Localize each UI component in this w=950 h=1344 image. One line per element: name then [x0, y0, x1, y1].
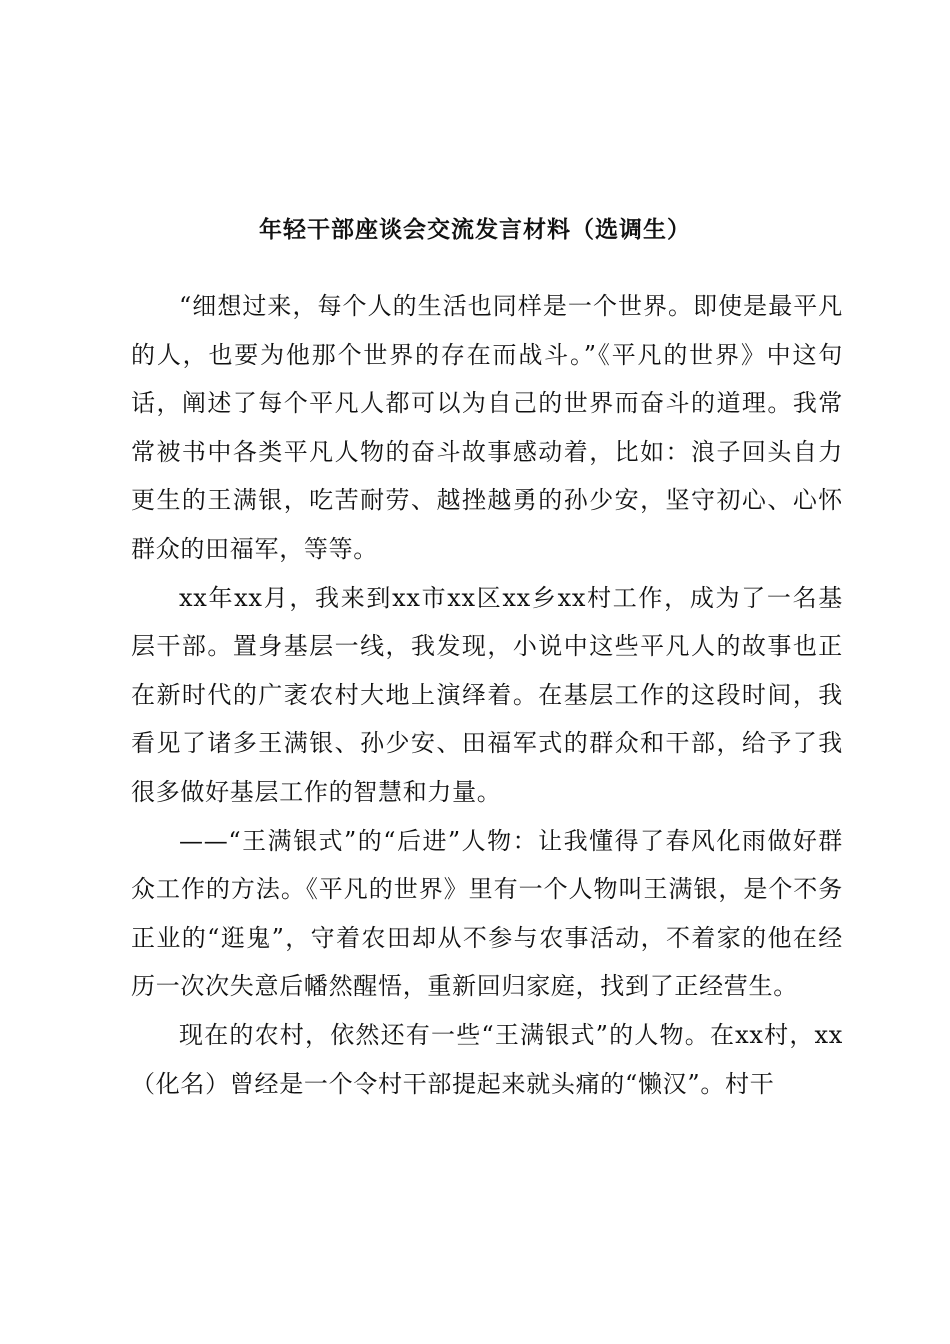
paragraph-3: ——“王满银式”的“后进”人物：让我懂得了春风化雨做好群众工作的方法。《平凡的世界》里有一个人物叫王满银，是个不务正业的“逛鬼”，守着农田却从不参与农事活动，不着家的他在经历一次次失意后幡然醒悟，重新回归家庭，找到了正经营生。: [131, 826, 843, 1001]
paragraph-4: 现在的农村，依然还有一些“王满银式”的人物。在xx村，xx（化名）曾经是一个令村干部提起来就头痛的“懒汉”。村干: [131, 1020, 843, 1098]
paragraph-1: “细想过来，每个人的生活也同样是一个世界。即使是最平凡的人，也要为他那个世界的存在而战斗。”《平凡的世界》中这句话，阐述了每个平凡人都可以为自己的世界而奋斗的道理。我常常被书中各类平凡人物的奋斗故事感动着，比如：浪子回头自力更生的王满银，吃苦耐劳、越挫越勇的孙少安，坚守初心、心怀群众的田福军，等等。: [131, 292, 843, 563]
document-title: 年轻干部座谈会交流发言材料（选调生）: [259, 216, 691, 243]
document-body: [131, 282, 843, 1108]
paragraph-2: xx年xx月，我来到xx市xx区xx乡xx村工作，成为了一名基层干部。置身基层一线，我发现，小说中这些平凡人的故事也正在新时代的广袤农村大地上演绎着。在基层工作的这段时间，我看见了诸多王满银、孙少安、田福军式的群众和干部，给予了我很多做好基层工作的智慧和力量。: [131, 583, 843, 806]
